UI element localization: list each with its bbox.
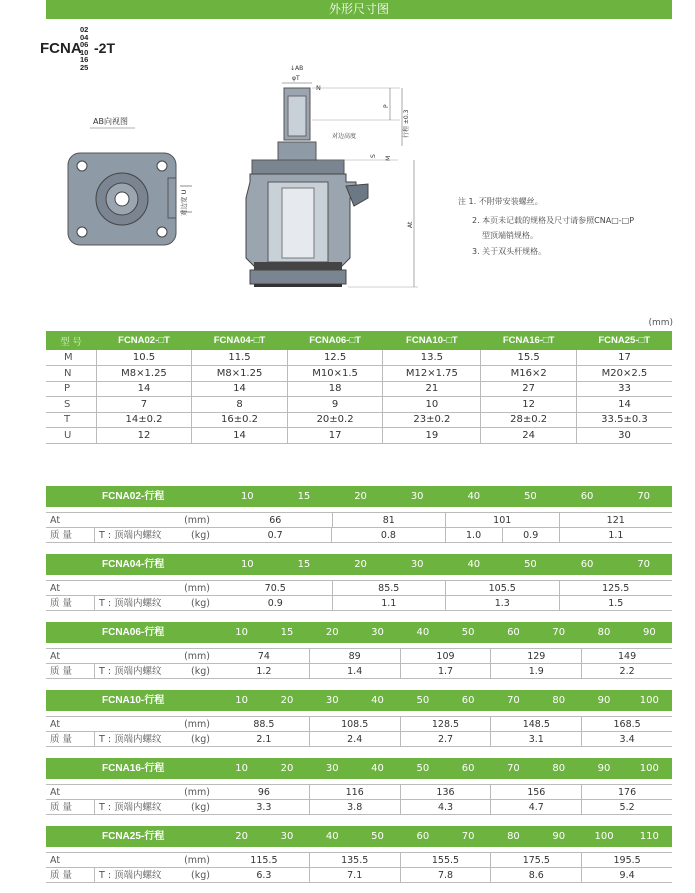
mount-hole	[77, 161, 87, 171]
stroke-value: 60	[580, 559, 594, 570]
table-cell: 1.5	[559, 596, 673, 610]
dimension-table-header	[46, 331, 672, 350]
row-unit: (mm)	[184, 787, 210, 798]
stroke-value: 50	[524, 491, 537, 502]
model-prefix: FCNA	[40, 40, 82, 57]
table-cell: 1.4	[309, 664, 400, 678]
row-values	[219, 581, 672, 595]
table-cell: 4.3	[400, 800, 491, 814]
mass-row	[46, 800, 672, 815]
dimension-table-row	[46, 397, 672, 413]
row-label: At	[50, 583, 61, 594]
stroke-table-header	[46, 826, 672, 847]
at-row	[46, 513, 672, 528]
row-unit: (kg)	[191, 598, 210, 609]
row-label: 质 量	[50, 530, 73, 541]
stroke-value: 40	[467, 491, 481, 502]
stroke-table-title: FCNA16-行程	[102, 763, 165, 774]
row-unit: (kg)	[191, 870, 210, 881]
stroke-value: 70	[637, 491, 651, 502]
note-item: 2. 本页未记载的规格及尺寸请参照CNA□-□P	[472, 216, 635, 225]
table-cell: 1.0	[445, 528, 502, 542]
dimension-drawing	[50, 55, 450, 298]
stroke-table-title: FCNA02-行程	[102, 491, 165, 502]
table-cell: 121	[559, 513, 673, 527]
row-label: S	[46, 397, 96, 413]
stroke-value: 10	[240, 491, 254, 502]
header-cell: 型 号	[46, 331, 96, 350]
table-cell: 0.9	[502, 528, 559, 542]
stroke-value: 15	[297, 559, 311, 570]
table-cell: 14	[576, 397, 672, 413]
table-cell: 168.5	[581, 717, 672, 731]
stroke-table	[46, 690, 672, 747]
row-label: 质 量	[50, 734, 73, 745]
stroke-value: 40	[371, 695, 384, 706]
row-sublabel	[94, 717, 219, 731]
ab-view-label: AB向视图	[93, 117, 128, 126]
table-cell: M8×1.25	[96, 366, 192, 382]
dim-p-label: P	[383, 104, 390, 108]
table-cell: M16×2	[481, 366, 577, 382]
stroke-table-title: FCNA06-行程	[102, 627, 165, 638]
table-cell: 70.5	[264, 583, 286, 594]
stroke-value: 90	[597, 763, 611, 774]
row-unit: (kg)	[191, 666, 210, 677]
table-cell: 1.1	[559, 528, 672, 542]
stroke-table	[46, 486, 672, 543]
stroke-table	[46, 758, 672, 815]
table-cell: 74	[257, 651, 270, 662]
mass-row	[46, 664, 672, 679]
header-cell: FCNA04-□T	[192, 331, 288, 350]
stroke-value: 30	[325, 695, 339, 706]
table-cell: 66	[269, 515, 282, 526]
at-row	[46, 649, 672, 664]
table-cell: 8.6	[490, 868, 581, 882]
stroke-value: 20	[325, 627, 339, 638]
table-cell: M8×1.25	[192, 366, 288, 382]
row-label: 质 量	[50, 598, 73, 609]
model-size: 02	[80, 25, 89, 34]
row-condition: T : 顶端内螺纹	[99, 530, 162, 541]
table-cell: 14	[192, 428, 288, 444]
stroke-table-title: FCNA04-行程	[102, 559, 165, 570]
stroke-value: 60	[507, 627, 520, 638]
table-cell: 7.1	[309, 868, 400, 882]
table-cell: M10×1.5	[287, 366, 383, 382]
row-values	[219, 513, 672, 527]
table-cell: 30	[576, 428, 672, 444]
table-cell: 109	[400, 649, 491, 663]
stroke-value: 90	[552, 831, 566, 842]
note-item: 注 1. 不附带安装螺丝。	[458, 197, 543, 206]
stroke-value: 80	[552, 763, 566, 774]
table-cell: 12	[96, 428, 192, 444]
table-cell: 129	[490, 649, 581, 663]
table-cell: 85.5	[332, 581, 446, 595]
table-cell: 125.5	[559, 581, 673, 595]
table-cell: 108.5	[309, 717, 400, 731]
stroke-value: 60	[461, 763, 475, 774]
stroke-value: 80	[552, 695, 566, 706]
row-label: At	[50, 515, 61, 526]
table-cell: M20×2.5	[576, 366, 672, 382]
row-unit: (mm)	[184, 855, 210, 866]
table-cell: 28±0.2	[481, 412, 577, 428]
table-cell: 11.5	[192, 350, 288, 366]
mass-row	[46, 528, 672, 543]
stroke-table-title: FCNA10-行程	[102, 695, 165, 706]
dimension-table-row	[46, 350, 672, 366]
rod-hex	[278, 142, 316, 160]
table-cell: 156	[490, 785, 581, 799]
stroke-value: 60	[580, 491, 594, 502]
across-flats-label: 对边宽 U	[180, 189, 188, 216]
table-cell: 96	[257, 787, 270, 798]
table-cell: 14	[192, 381, 288, 397]
row-label: At	[50, 855, 61, 866]
row-sublabel	[94, 785, 219, 799]
table-cell: 135.5	[309, 853, 400, 867]
dimension-table-row	[46, 412, 672, 428]
table-cell: 15.5	[481, 350, 577, 366]
stroke-value: 20	[280, 695, 294, 706]
stroke-value: 30	[371, 627, 384, 638]
stroke-value: 10	[235, 695, 249, 706]
at-row	[46, 853, 672, 868]
stroke-value: 30	[325, 763, 339, 774]
flats-height-label: 对边高度	[332, 133, 357, 140]
phi-t-label: φT	[292, 75, 300, 82]
stroke-value: 80	[597, 627, 611, 638]
ab-arrow-label: ↓AB	[290, 65, 304, 72]
row-values	[219, 596, 672, 610]
row-sublabel	[94, 800, 219, 814]
row-values	[219, 717, 672, 731]
at-row	[46, 581, 672, 596]
stroke-value: 20	[354, 491, 367, 502]
table-cell: 1.9	[490, 664, 581, 678]
row-unit: (mm)	[184, 651, 210, 662]
row-condition: T : 顶端内螺纹	[99, 598, 162, 609]
table-cell: 155.5	[400, 853, 491, 867]
mass-row	[46, 732, 672, 747]
row-unit: (mm)	[184, 583, 210, 594]
table-cell: 2.1	[256, 734, 272, 745]
row-label: At	[50, 787, 61, 798]
stroke-value: 30	[410, 491, 424, 502]
row-values	[219, 868, 672, 882]
table-cell: 0.9	[267, 598, 283, 609]
dimension-table-row	[46, 428, 672, 444]
stroke-value: 80	[507, 831, 520, 842]
dimension-table	[46, 331, 672, 444]
stroke-value: 20	[235, 831, 249, 842]
table-cell: 88.5	[253, 719, 275, 730]
row-values	[219, 785, 672, 799]
table-cell: 33.5±0.3	[576, 412, 672, 428]
stroke-value: 15	[280, 627, 294, 638]
table-cell: 27	[481, 381, 577, 397]
stroke-value: 50	[416, 763, 430, 774]
row-unit: (kg)	[191, 734, 210, 745]
stroke-value: 10	[240, 559, 254, 570]
row-label: U	[46, 428, 96, 444]
row-condition: T : 顶端内螺纹	[99, 734, 162, 745]
header-cell: FCNA10-□T	[383, 331, 481, 350]
stroke-table	[46, 622, 672, 679]
table-cell: 17	[576, 350, 672, 366]
dim-at-label: At	[407, 221, 414, 228]
stroke-value: 50	[461, 627, 475, 638]
header-cell: FCNA25-□T	[576, 331, 672, 350]
row-label: M	[46, 350, 96, 366]
stroke-table-header	[46, 622, 672, 643]
stroke-value: 100	[639, 763, 659, 774]
mass-row	[46, 596, 672, 611]
at-row	[46, 785, 672, 800]
model-size: 16	[80, 55, 89, 65]
stroke-table-header	[46, 486, 672, 507]
row-label: 质 量	[50, 870, 73, 881]
stroke-tol-label: 行程 ±0.3	[403, 109, 410, 138]
table-cell: 16±0.2	[192, 412, 288, 428]
table-cell: 5.2	[581, 800, 672, 814]
table-cell: 6.3	[256, 870, 272, 881]
row-values	[219, 732, 672, 746]
note-item: 3. 关于双头杆规格。	[472, 247, 547, 256]
table-cell: 89	[309, 649, 400, 663]
table-cell: 9.4	[581, 868, 672, 882]
table-cell: 8	[192, 397, 288, 413]
table-cell: M12×1.75	[383, 366, 481, 382]
table-cell: 10	[383, 397, 481, 413]
model-size: 25	[80, 62, 89, 72]
model-suffix: -2T	[94, 40, 115, 56]
table-cell: 1.7	[400, 664, 491, 678]
table-cell: 9	[287, 397, 383, 413]
table-cell: 14±0.2	[96, 412, 192, 428]
note-item: 型顶端销规格。	[482, 231, 538, 240]
stroke-value: 20	[280, 763, 294, 774]
model-size: 04	[80, 32, 89, 42]
table-cell: 24	[481, 428, 577, 444]
stroke-value: 100	[594, 831, 614, 842]
table-cell: 14	[96, 381, 192, 397]
stroke-table-title: FCNA25-行程	[102, 831, 165, 842]
row-values	[219, 664, 672, 678]
stroke-value: 90	[642, 627, 656, 638]
stroke-value: 10	[235, 763, 249, 774]
at-row	[46, 717, 672, 732]
stroke-value: 40	[416, 627, 430, 638]
row-unit: (kg)	[191, 530, 210, 541]
table-cell: 19	[383, 428, 481, 444]
table-cell: 0.7	[267, 530, 283, 541]
table-cell: 23±0.2	[383, 412, 481, 428]
table-cell: 7	[96, 397, 192, 413]
row-sublabel	[94, 868, 219, 882]
stroke-value: 70	[552, 627, 566, 638]
table-cell: 21	[383, 381, 481, 397]
row-condition: T : 顶端内螺纹	[99, 802, 162, 813]
header-cell: FCNA16-□T	[481, 331, 577, 350]
table-cell: 148.5	[490, 717, 581, 731]
mass-row	[46, 868, 672, 883]
row-sublabel	[94, 528, 219, 542]
stroke-value: 30	[410, 559, 424, 570]
table-cell: 136	[400, 785, 491, 799]
row-label: 质 量	[50, 802, 73, 813]
stroke-value: 60	[416, 831, 430, 842]
stroke-value: 70	[507, 763, 520, 774]
table-cell: 149	[581, 649, 672, 663]
table-cell: 20±0.2	[287, 412, 383, 428]
stroke-value: 50	[371, 831, 384, 842]
row-values	[219, 800, 672, 814]
stroke-value: 40	[467, 559, 481, 570]
row-unit: (mm)	[184, 719, 210, 730]
model-size: 06	[80, 40, 89, 50]
stroke-value: 10	[235, 627, 249, 638]
table-cell: 1.1	[332, 596, 446, 610]
table-cell: 81	[332, 513, 446, 527]
stroke-value: 90	[597, 695, 611, 706]
stroke-value: 70	[507, 695, 520, 706]
row-sublabel	[94, 596, 219, 610]
row-values	[219, 649, 672, 663]
table-cell: 12.5	[287, 350, 383, 366]
table-cell: 3.4	[581, 732, 672, 746]
stroke-value: 100	[639, 695, 659, 706]
stroke-value: 15	[297, 491, 311, 502]
section-banner: 外形尺寸图	[46, 0, 672, 19]
row-condition: T : 顶端内螺纹	[99, 870, 162, 881]
row-sublabel	[94, 581, 219, 595]
dimension-table-row	[46, 381, 672, 397]
stroke-value: 30	[280, 831, 294, 842]
thread-n-label: N	[316, 84, 321, 92]
table-cell: 176	[581, 785, 672, 799]
mount-hole	[157, 227, 167, 237]
stroke-value: 70	[461, 831, 475, 842]
table-cell: 2.4	[309, 732, 400, 746]
table-cell: 116	[309, 785, 400, 799]
notes-block	[458, 192, 634, 261]
table-cell: 195.5	[581, 853, 672, 867]
row-sublabel	[94, 649, 219, 663]
mount-hole	[77, 227, 87, 237]
dimension-table-row	[46, 366, 672, 382]
dim-m-label: M	[385, 155, 392, 161]
table-cell: 0.8	[331, 528, 444, 542]
row-sublabel	[94, 664, 219, 678]
unit-label: (mm)	[648, 318, 673, 328]
row-values	[219, 528, 672, 542]
stroke-table	[46, 826, 672, 883]
table-cell: 2.2	[581, 664, 672, 678]
row-unit: (kg)	[191, 802, 210, 813]
table-cell: 3.8	[309, 800, 400, 814]
stroke-value: 50	[524, 559, 537, 570]
table-cell: 175.5	[490, 853, 581, 867]
stroke-value: 50	[416, 695, 430, 706]
stroke-table-header	[46, 758, 672, 779]
dim-s-label: S	[370, 154, 377, 158]
stroke-value: 70	[637, 559, 651, 570]
mount-hole	[157, 161, 167, 171]
table-cell: 3.3	[256, 802, 272, 813]
row-unit: (mm)	[184, 515, 210, 526]
stroke-table-header	[46, 690, 672, 711]
row-label: At	[50, 719, 61, 730]
table-cell: 3.1	[490, 732, 581, 746]
row-label: T	[46, 412, 96, 428]
stroke-value: 40	[371, 763, 384, 774]
row-label: 质 量	[50, 666, 73, 677]
stroke-value: 110	[639, 831, 659, 842]
row-sublabel	[94, 513, 219, 527]
table-cell: 2.7	[400, 732, 491, 746]
stroke-value: 40	[325, 831, 339, 842]
stroke-table-header	[46, 554, 672, 575]
row-label: P	[46, 381, 96, 397]
row-condition: T : 顶端内螺纹	[99, 666, 162, 677]
table-cell: 12	[481, 397, 577, 413]
row-values	[219, 853, 672, 867]
stroke-value: 20	[354, 559, 367, 570]
table-cell: 105.5	[445, 581, 559, 595]
table-cell: 1.3	[445, 596, 559, 610]
table-cell: 33	[576, 381, 672, 397]
table-cell: 1.2	[256, 666, 272, 677]
table-cell: 18	[287, 381, 383, 397]
table-cell: 115.5	[250, 855, 278, 866]
header-cell: FCNA06-□T	[287, 331, 383, 350]
table-cell: 13.5	[383, 350, 481, 366]
stroke-value: 60	[461, 695, 475, 706]
table-cell: 10.5	[96, 350, 192, 366]
table-cell: 17	[287, 428, 383, 444]
table-cell: 128.5	[400, 717, 491, 731]
row-label: N	[46, 366, 96, 382]
row-sublabel	[94, 853, 219, 867]
table-cell: 7.8	[400, 868, 491, 882]
table-cell: 101	[445, 513, 559, 527]
row-label: At	[50, 651, 61, 662]
table-cell: 4.7	[490, 800, 581, 814]
row-sublabel	[94, 732, 219, 746]
stroke-table	[46, 554, 672, 611]
model-size: 10	[80, 47, 89, 57]
header-cell: FCNA02-□T	[96, 331, 192, 350]
